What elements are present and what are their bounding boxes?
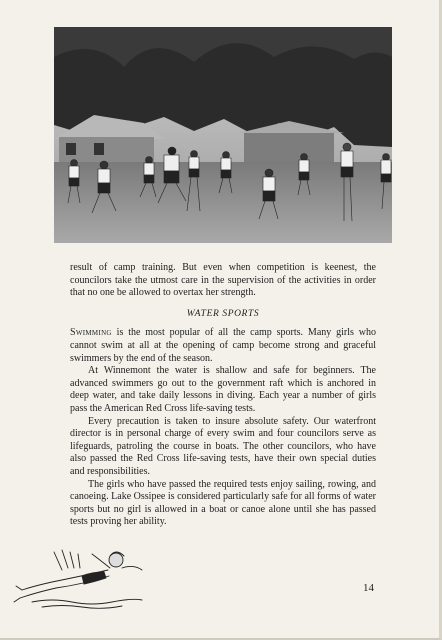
camp-photo (54, 27, 392, 243)
section-heading: WATER SPORTS (186, 308, 260, 319)
intro-paragraph: result of camp training. But even when competition is keenest, the councilors take the utmost care in the supervision of the activities in order that no one be allowed to overtax her strength. (70, 262, 376, 299)
safety-paragraph: Every precaution is taken to insure absolute safety. Our waterfront director is in personal charge of every swim and four councilors serve as lifeguards, patroling the course in boats. The other councilors, who have also passed the Red Cross life-saving tests, have their own special duties and responsibilities. (70, 415, 376, 477)
swimming-paragraph-rest: is the most popular of all the camp sports. Many girls who cannot swim at all at the opening of camp become strong and graceful swimmers by the end of the season. (70, 327, 376, 364)
boating-paragraph: The girls who have passed the required tests enjoy sailing, rowing, and canoeing. Lake Ossipee is considered particularly safe for all forms of water sports but no girl is allowed in a boat or canoe alone until she has passed tests proving her ability. (70, 478, 376, 528)
winnemont-paragraph: At Winnemont the water is shallow and safe for beginners. The advanced swimmers go out to the government raft which is anchored in deep water, and take daily lessons in diving. Each year a number of girls pass the American Red Cross life-saving tests. (70, 365, 376, 414)
body-text (70, 262, 376, 529)
swimming-paragraph (70, 327, 376, 365)
swimmer-sketch-icon (12, 546, 147, 610)
page-number: 14 (363, 582, 374, 594)
camp-girls-playing-field-photo (54, 27, 392, 243)
lead-word: Swimming (70, 327, 112, 339)
